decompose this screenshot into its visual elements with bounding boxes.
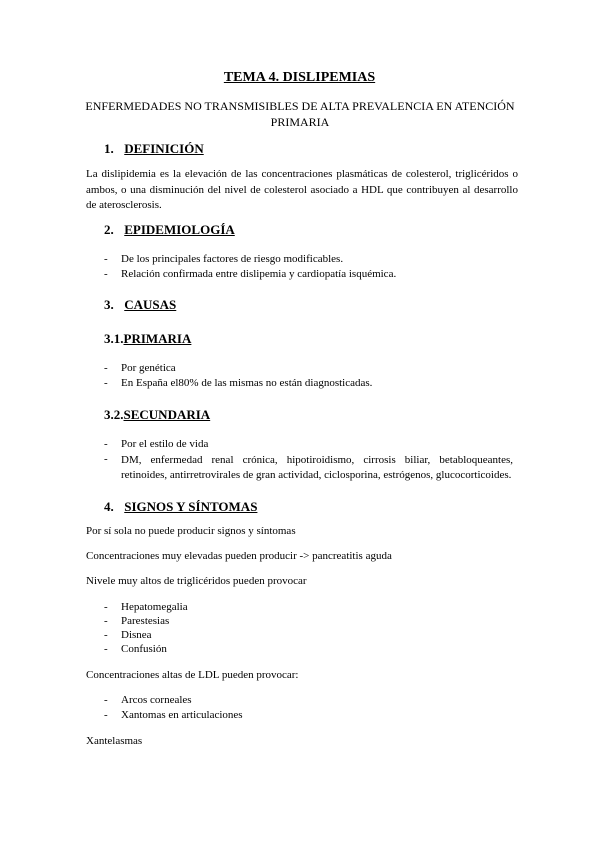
heading-number: 3. — [104, 297, 114, 312]
heading-number: 3.2. — [104, 407, 124, 422]
heading-signos-sintomas — [104, 499, 257, 515]
heading-number: 1. — [104, 141, 114, 156]
paragraph: Por sí sola no puede producir signos y síntomas — [86, 525, 296, 537]
heading-number: 4. — [104, 499, 114, 514]
list-item: Parestesias — [121, 615, 170, 627]
list-item: De los principales factores de riesgo modificables. — [121, 253, 344, 265]
heading-label: DEFINICIÓN — [124, 141, 204, 156]
list-item: En España el80% de las mismas no están diagnosticadas. — [121, 377, 373, 389]
bullet-dash: - — [104, 268, 108, 280]
list-item: Por genética — [121, 362, 176, 374]
bullet-dash: - — [104, 362, 108, 374]
bullet-dash: - — [104, 709, 108, 721]
heading-epidemiologia — [104, 222, 235, 238]
bullet-dash: - — [104, 629, 108, 641]
bullet-dash: - — [104, 643, 108, 655]
heading-label: SECUNDARIA — [123, 407, 211, 422]
heading-causas — [104, 297, 176, 313]
list-item: Confusión — [121, 643, 167, 655]
definicion-paragraph: La dislipidemia es la elevación de las concentraciones plasmáticas de colesterol, triglicéridos o ambos, o una disminución del nivel de colesterol asociado a HDL que contribuyen al desarrollo de aterosclerosis. — [86, 168, 518, 211]
bullet-dash: - — [104, 253, 108, 265]
heading-definicion — [104, 141, 204, 157]
list-item: Disnea — [121, 629, 152, 641]
heading-primaria — [104, 331, 191, 347]
bullet-dash: - — [104, 438, 108, 450]
heading-number: 3.1. — [104, 331, 124, 346]
list-item: Arcos corneales — [121, 694, 192, 706]
page-subtitle: ENFERMEDADES NO TRANSMISIBLES DE ALTA PREVALENCIA EN ATENCIÓN PRIMARIA — [85, 99, 515, 129]
bullet-dash: - — [104, 377, 108, 389]
heading-number: 2. — [104, 222, 114, 237]
paragraph: Xantelasmas — [86, 735, 143, 747]
bullet-dash: - — [104, 601, 108, 613]
list-item: Por el estilo de vida — [121, 438, 209, 450]
list-item: Xantomas en articulaciones — [121, 709, 243, 721]
list-item: DM, enfermedad renal crónica, hipotiroidismo, cirrosis biliar, betabloqueantes, retinoides, antirretrovirales de gran actividad, ciclosporina, estrógenos, glucocorticoides. — [121, 454, 513, 481]
list-item: Relación confirmada entre dislipemia y cardiopatía isquémica. — [121, 268, 397, 280]
heading-label: PRIMARIA — [123, 331, 192, 346]
page-title: TEMA 4. DISLIPEMIAS — [223, 70, 376, 85]
heading-secundaria — [104, 407, 210, 423]
heading-label: CAUSAS — [124, 297, 177, 312]
bullet-dash: - — [104, 694, 108, 706]
bullet-dash: - — [104, 615, 108, 627]
bullet-dash: - — [104, 453, 108, 465]
paragraph: Concentraciones muy elevadas pueden producir -> pancreatitis aguda — [86, 550, 392, 562]
paragraph: Concentraciones altas de LDL pueden provocar: — [86, 669, 299, 681]
heading-label: SIGNOS Y SÍNTOMAS — [124, 499, 258, 514]
heading-label: EPIDEMIOLOGÍA — [124, 222, 235, 237]
list-item: Hepatomegalia — [121, 601, 188, 613]
paragraph: Nivele muy altos de triglicéridos pueden provocar — [86, 575, 307, 587]
